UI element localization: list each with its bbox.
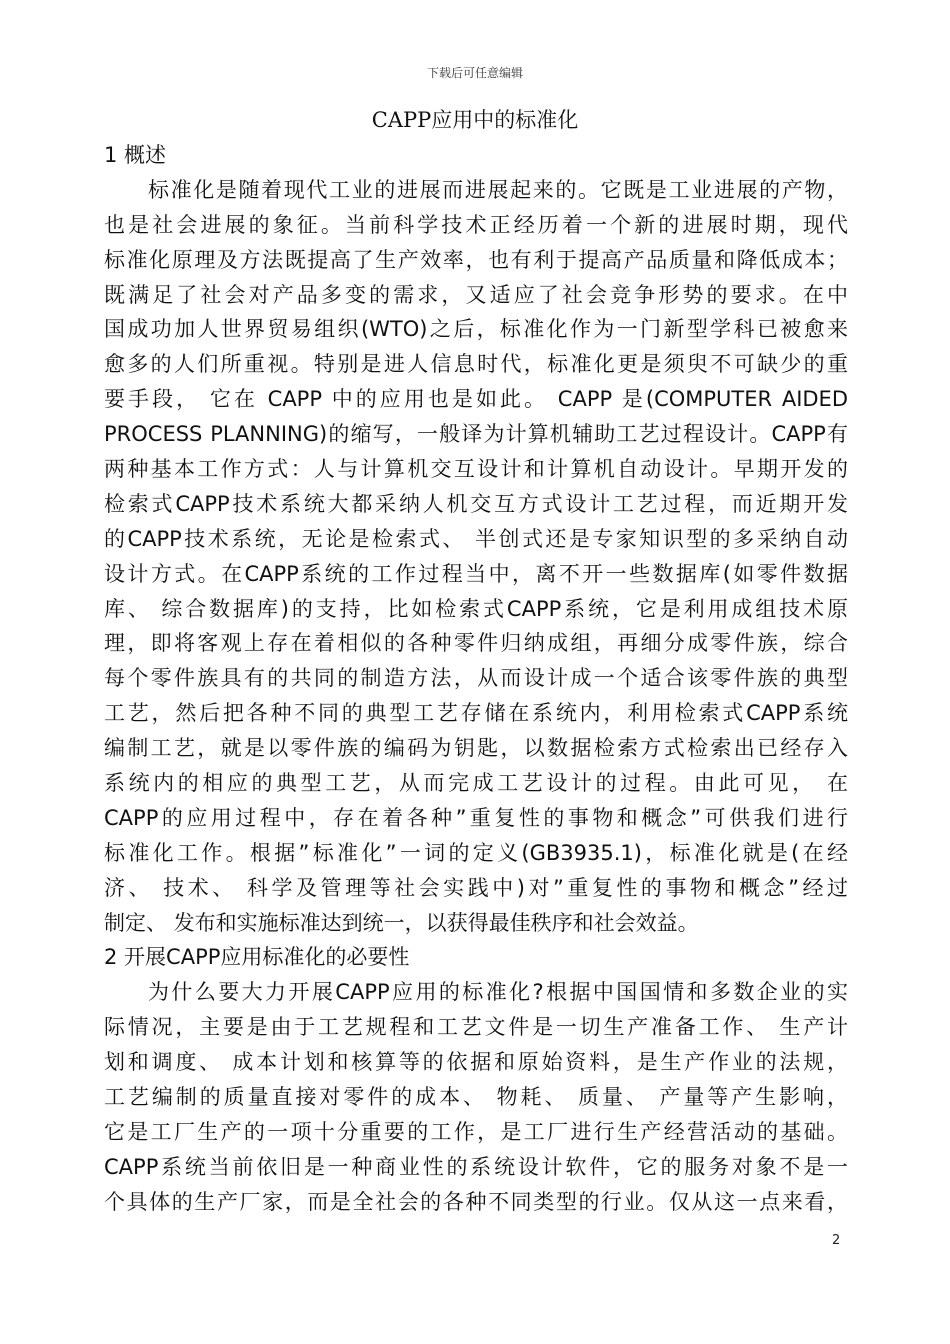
paragraph-line: 为什么要大力开展CAPP应用的标准化?根据中国国情和多数企业的实 <box>148 980 848 1005</box>
paragraph-line: 工艺，然后把各种不同的典型工艺存储在系统内，利用检索式CAPP系统 <box>104 701 848 726</box>
paragraph-line: 标准化是随着现代工业的进展而进展起来的。它既是工业进展的产物， <box>148 177 848 202</box>
section-2-heading: 2 开展CAPP应用标准化的必要性 <box>104 945 410 970</box>
paragraph-line: 它是工厂生产的一项十分重要的工作，是工厂进行生产经营活动的基础。 <box>104 1119 848 1144</box>
paragraph-line: 两种基本工作方式：人与计算机交互设计和计算机自动设计。早期开发的 <box>104 457 848 482</box>
paragraph-line: 的CAPP技术系统，无论是检索式、 半创式还是专家知识型的多采纳自动 <box>104 526 848 551</box>
paragraph-line: 标准化原理及方法既提高了生产效率，也有利于提高产品质量和降低成本； <box>104 247 848 272</box>
paragraph-line: 库、 综合数据库)的支持，比如检索式CAPP系统，它是利用成组技术原 <box>104 596 848 621</box>
paragraph-line: 国成功加人世界贸易组织(WTO)之后，标准化作为一门新型学科已被愈来 <box>104 317 848 342</box>
header-note: 下载后可任意编辑 <box>426 66 523 80</box>
paragraph-line: 设计方式。在CAPP系统的工作过程当中，离不开一些数据库(如零件数据 <box>104 561 848 586</box>
paragraph-line: 工艺编制的质量直接对零件的成本、 物耗、 质量、 产量等产生影响， <box>104 1085 848 1110</box>
document-body <box>104 138 848 1220</box>
paragraph-line: CAPP系统当前依旧是一种商业性的系统设计软件，它的服务对象不是一 <box>104 1154 848 1179</box>
paragraph-line: 要手段， 它在 CAPP 中的应用也是如此。 CAPP 是(COMPUTER AIDED <box>104 387 848 412</box>
document-title: CAPP应用中的标准化 <box>371 108 579 132</box>
paragraph-line: PROCESS PLANNING)的缩写，一般译为计算机辅助工艺过程设计。CAPP有 <box>104 422 848 447</box>
paragraph-line: 检索式CAPP技术系统大都采纳人机交互方式设计工艺过程，而近期开发 <box>104 491 848 516</box>
paragraph-line: 也是社会进展的象征。当前科学技术正经历着一个新的进展时期，现代 <box>104 212 848 237</box>
paragraph-line: 理，即将客观上存在着相似的各种零件归纳成组，再细分成零件族，综合 <box>104 631 848 656</box>
paragraph-line: 际情况，主要是由于工艺规程和工艺文件是一切生产准备工作、 生产计 <box>104 1015 848 1040</box>
page-number: 2 <box>832 1233 841 1248</box>
paragraph-line: 济、 技术、 科学及管理等社会实践中)对”重复性的事物和概念”经过 <box>104 875 848 900</box>
paragraph-line: CAPP的应用过程中，存在着各种”重复性的事物和概念”可供我们进行 <box>104 805 848 830</box>
paragraph-line: 既满足了社会对产品多变的需求，又适应了社会竞争形势的要求。在中 <box>104 282 848 307</box>
paragraph-line: 制定、 发布和实施标准达到统一，以获得最佳秩序和社会效益。 <box>104 910 699 935</box>
paragraph-line: 愈多的人们所重视。特别是进人信息时代，标准化更是须臾不可缺少的重 <box>104 352 848 377</box>
section-1-heading: 1 概述 <box>104 143 167 167</box>
paragraph-line: 每个零件族具有的共同的制造方法，从而设计成一个适合该零件族的典型 <box>104 666 848 691</box>
paragraph-line: 标准化工作。根据”标准化”一词的定义(GB3935.1)，标准化就是(在经 <box>104 840 848 865</box>
paragraph-line: 编制工艺，就是以零件族的编码为钥匙，以数据检索方式检索出已经存入 <box>104 736 848 761</box>
paragraph-line: 系统内的相应的典型工艺，从而完成工艺设计的过程。由此可见， 在 <box>104 771 848 796</box>
paragraph-line: 划和调度、 成本计划和核算等的依据和原始资料，是生产作业的法规， <box>104 1050 848 1075</box>
paragraph-line: 个具体的生产厂家，而是全社会的各种不同类型的行业。仅从这一点来看， <box>104 1189 848 1214</box>
